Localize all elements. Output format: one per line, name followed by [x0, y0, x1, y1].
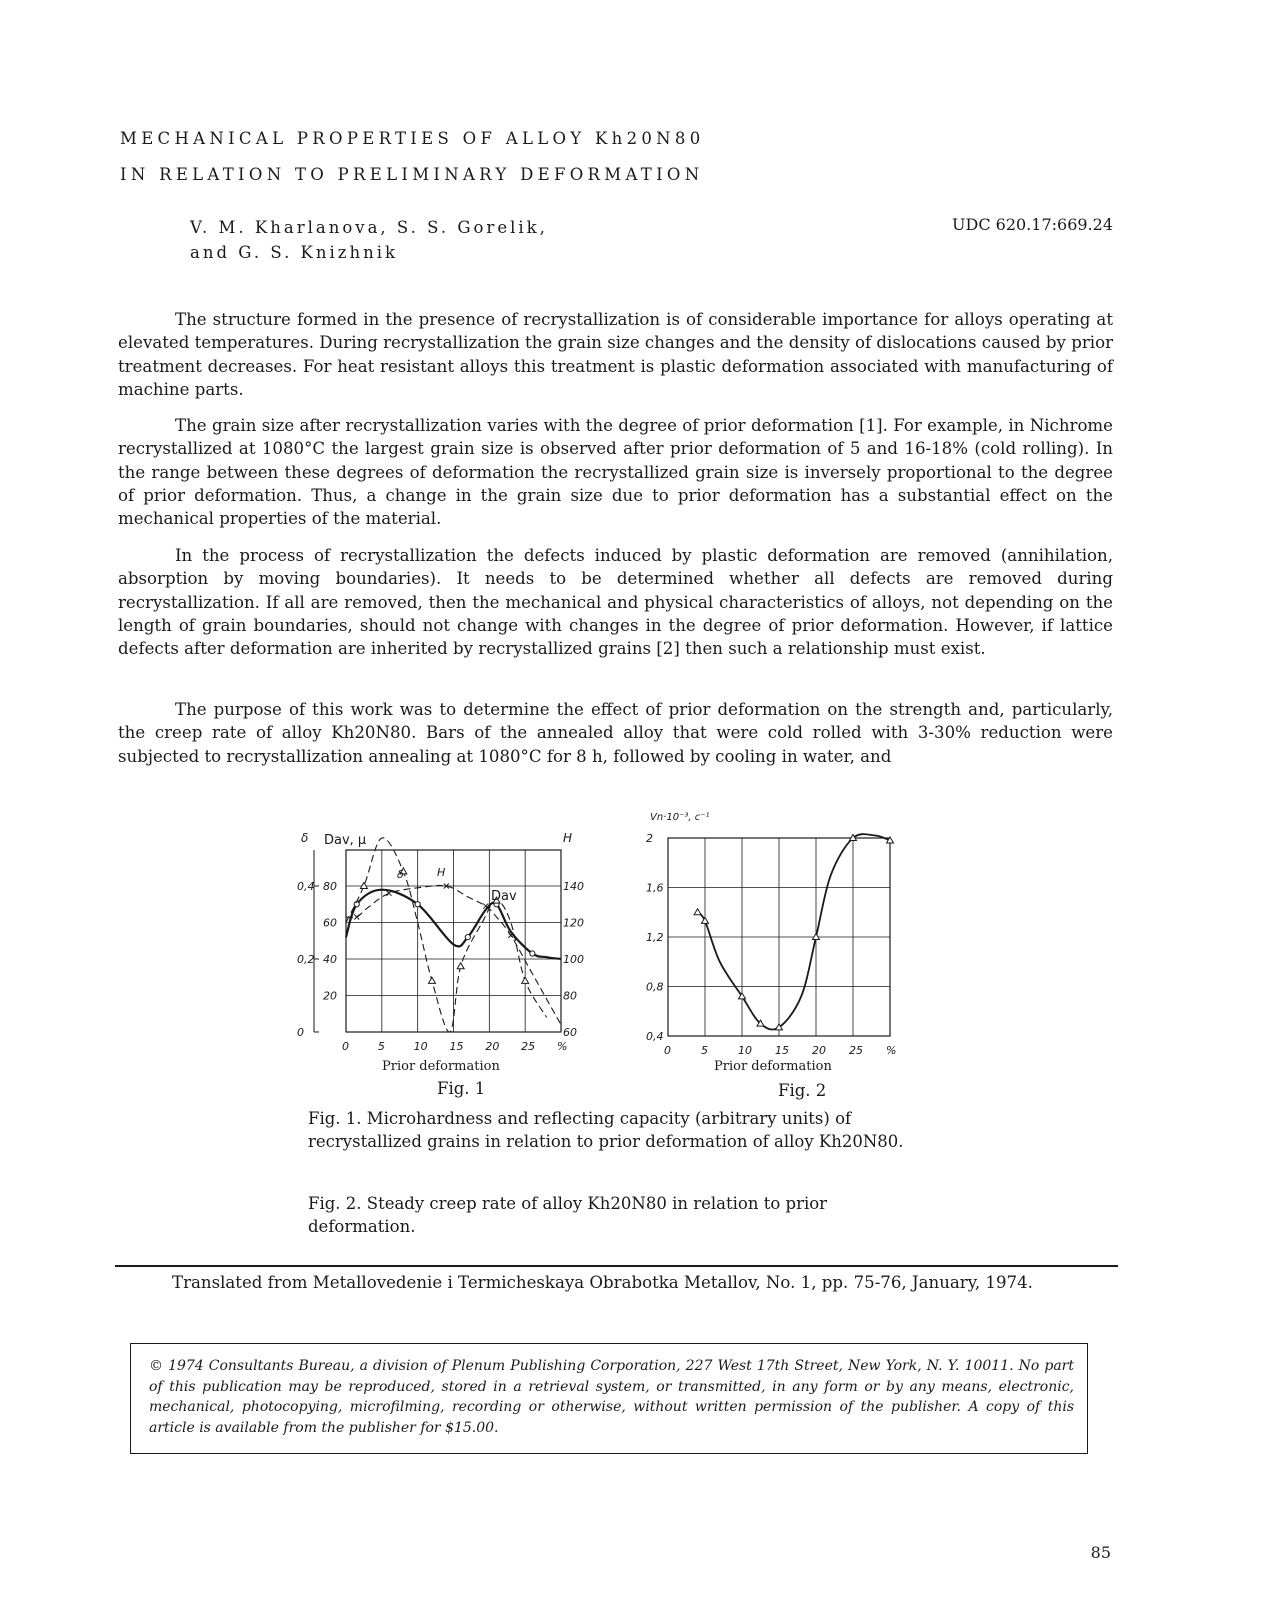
fig2-series-line: [698, 834, 890, 1029]
fig1-point-Dav: [530, 951, 535, 956]
figure-1-x-label: Prior deformation: [382, 1059, 500, 1074]
fig1-curve-label-dav: Dav: [491, 889, 517, 904]
figure-2-chart: [630, 800, 920, 1060]
fig1-point-δ: [429, 977, 436, 983]
fig2-x-tick-label: %: [886, 1044, 897, 1057]
paragraph-4: The purpose of this work was to determine the effect of prior deformation on the strength and, particularly, the creep rate of alloy Kh20N80. Bars of the annealed alloy that were cold rolled with 3-30% reduction were subjected to recrystallization annealing at 1080°C for 8 h, followed by cooling in water, and: [118, 700, 1113, 766]
fig1-point-H: [387, 891, 392, 896]
figure-2-label: Fig. 2: [778, 1081, 827, 1100]
figure-2: [630, 800, 920, 1064]
authors-line-1: V. M. Kharlanova, S. S. Gorelik,: [190, 218, 548, 237]
fig1-delta-tick-label: 0,2: [297, 953, 315, 966]
fig1-delta-axis-label: δ: [301, 831, 309, 845]
article-title-line-2: IN RELATION TO PRELIMINARY DEFORMATION: [120, 165, 704, 184]
paragraph-1: The structure formed in the presence of recrystallization is of considerable importance for alloys operating at elevated temperatures. During recrystallization the grain size changes and the density of dislocations caused by prior treatment decreases. For heat resistant alloys this treatment is plastic deformation associated with manufacturing of machine parts.: [118, 310, 1113, 399]
authors: [190, 215, 548, 265]
fig1-h-tick-label: 120: [563, 916, 584, 930]
fig2-point: [694, 909, 701, 915]
fig1-delta-tick-label: 0: [297, 1026, 304, 1039]
fig2-y-tick-label: 1,2: [646, 931, 664, 944]
fig1-x-tick-label: 20: [485, 1040, 500, 1053]
figure-1-caption: Fig. 1. Microhardness and reflecting capacity (arbitrary units) of recrystallized grains in relation to prior deformation of alloy Kh20N80.: [308, 1109, 904, 1151]
fig2-y-tick-label: 0,4: [646, 1030, 664, 1043]
fig1-point-Dav: [415, 902, 420, 907]
fig1-point-Dav: [465, 935, 470, 940]
udc-code: UDC 620.17:669.24: [952, 215, 1113, 234]
fig1-dav-tick-label: 40: [323, 953, 337, 966]
fig2-point: [813, 934, 820, 940]
fig1-point-δ: [457, 963, 464, 969]
fig1-h-tick-label: 100: [563, 953, 584, 966]
paragraph-3: In the process of recrystallization the defects induced by plastic deformation are removed (annihilation, absorption by moving boundaries). It needs to be determined whether all defects are removed during recrystallization. If all are removed, then the mechanical and physical characteristics of alloys, not depending on the length of grain boundaries, should not change with changes in the degree of prior deformation. However, if lattice defects after deformation are inherited by recrystallized grains [2] then such a relationship must exist.: [118, 546, 1113, 659]
fig1-x-tick-label: 25: [521, 1040, 536, 1053]
figure-1: [295, 820, 595, 1064]
fig1-h-tick-label: 80: [563, 989, 577, 1003]
footnote-rule: [115, 1265, 1118, 1267]
fig2-y-tick-label: 0,8: [646, 980, 664, 994]
fig2-y-axis-label: Vn·10⁻³, c⁻¹: [650, 812, 710, 823]
fig2-y-tick-label: 1,6: [646, 881, 664, 895]
fig1-dav-tick-label: 20: [323, 989, 337, 1003]
fig1-delta-tick-label: 0,4: [297, 880, 315, 893]
fig1-dav-tick-label: 80: [323, 880, 337, 893]
fig1-dav-tick-label: 60: [323, 916, 337, 930]
copyright-notice: © 1974 Consultants Bureau, a division of Plenum Publishing Corporation, 227 West 17th Street, New York, N. Y. 10011. No part of this publication may be reproduced, stored in a retrieval system, or transmitted, in any form or by any means, electronic, mechanical, photocopying, microfilming, recording or otherwise, without written permission of the publisher. A copy of this article is available from the publisher for $15.00.: [149, 1358, 1074, 1436]
figure-1-label: Fig. 1: [437, 1079, 486, 1098]
fig1-h-axis-label: H: [563, 831, 573, 845]
article-title-line-1: MECHANICAL PROPERTIES OF ALLOY Kh20N80: [120, 129, 705, 148]
fig1-h-tick-label: 140: [563, 880, 584, 893]
fig1-dav-axis-label: Dav, μ: [324, 833, 367, 848]
fig2-x-tick-label: 5: [701, 1044, 708, 1057]
fig2-point: [702, 917, 709, 923]
fig2-y-tick-label: 2: [646, 832, 653, 845]
fig1-x-tick-label: 10: [413, 1040, 428, 1053]
figure-2-x-label: Prior deformation: [714, 1059, 832, 1074]
figure-2-caption: Fig. 2. Steady creep rate of alloy Kh20N80 in relation to prior deformation.: [308, 1194, 828, 1236]
fig1-series-line-δ: [346, 838, 547, 1032]
fig1-x-tick-label: %: [557, 1040, 568, 1053]
translation-footnote: Translated from Metallovedenie i Termicheskaya Obrabotka Metallov, No. 1, pp. 75-76, January, 1974.: [172, 1273, 1033, 1292]
fig2-x-tick-label: 0: [664, 1044, 671, 1057]
fig2-x-tick-label: 15: [775, 1044, 789, 1057]
fig2-x-tick-label: 10: [738, 1044, 752, 1057]
paragraph-2: The grain size after recrystallization varies with the degree of prior deformation [1]. For example, in Nichrome recrystallized at 1080°C the largest grain size is observed after prior deformation of 5 and 16-18% (cold rolling). In the range between these degrees of deformation the recrystallized grain size is inversely proportional to the degree of prior deformation. Thus, a change in the grain size due to prior deformation has a substantial effect on the mechanical properties of the material.: [118, 416, 1113, 529]
fig2-x-tick-label: 20: [812, 1044, 826, 1057]
fig1-x-tick-label: 15: [449, 1040, 464, 1053]
fig1-x-tick-label: 5: [377, 1040, 385, 1053]
fig1-point-δ: [522, 977, 529, 983]
fig1-point-H: [354, 915, 359, 920]
fig1-curve-label-delta: δ: [397, 868, 404, 881]
fig1-point-δ: [360, 883, 367, 889]
fig1-curve-label-h: H: [437, 866, 446, 879]
authors-line-2: and G. S. Knizhnik: [190, 243, 399, 262]
figure-1-chart: [295, 820, 595, 1060]
fig1-x-tick-label: 0: [342, 1040, 349, 1053]
copyright-box: [130, 1343, 1088, 1454]
fig2-x-tick-label: 25: [849, 1044, 863, 1057]
page-number: 85: [1090, 1543, 1111, 1562]
fig1-h-tick-label: 60: [563, 1026, 577, 1039]
